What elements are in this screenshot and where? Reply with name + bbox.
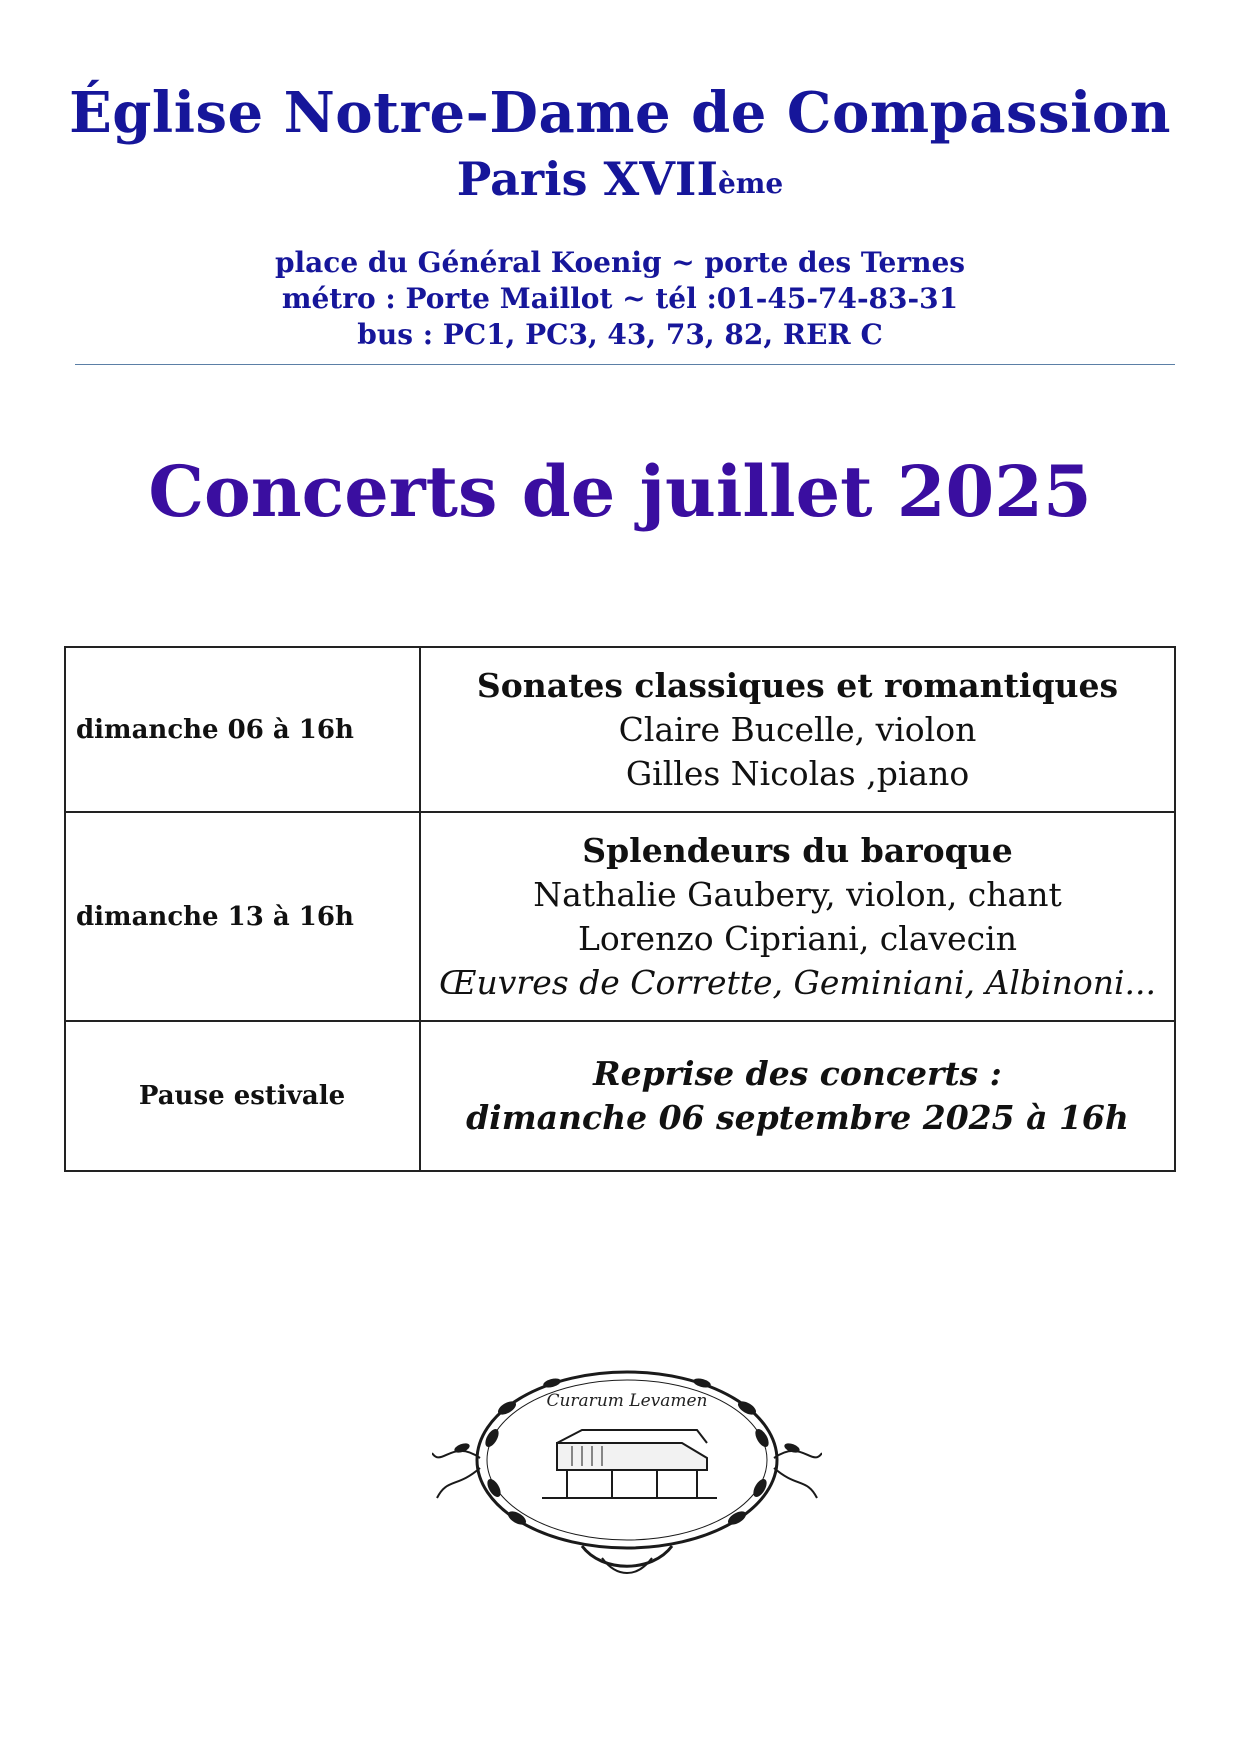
performer: Nathalie Gaubery, violon, chant xyxy=(533,874,1062,914)
concert-title: Splendeurs du baroque xyxy=(582,830,1013,870)
pause-label: Pause estivale xyxy=(65,1021,420,1171)
table-row xyxy=(65,812,1175,1021)
resume-date: dimanche 06 septembre 2025 à 16h xyxy=(466,1098,1129,1137)
table-row xyxy=(65,647,1175,812)
concert-title: Sonates classiques et romantiques xyxy=(476,665,1119,705)
page-title: Concerts de juillet 2025 xyxy=(148,450,1092,533)
district-suffix: ème xyxy=(717,167,784,200)
harpsichord-emblem xyxy=(432,1348,822,1578)
concert-details xyxy=(420,812,1175,1021)
emblem-motto: Curarum Levamen xyxy=(546,1391,708,1411)
concert-date: dimanche 06 à 16h xyxy=(65,647,420,812)
concert-program-table xyxy=(64,646,1176,1172)
church-name: Église Notre-Dame de Compassion xyxy=(69,80,1171,146)
district-name: Paris XVII xyxy=(456,152,718,206)
address-block xyxy=(0,245,1240,353)
district xyxy=(0,150,1240,215)
header-divider xyxy=(75,364,1175,365)
table-row xyxy=(65,1021,1175,1171)
resume-details xyxy=(420,1021,1175,1171)
works-list: Œuvres de Corrette, Geminiani, Albinoni... xyxy=(439,962,1156,1002)
performer: Claire Bucelle, violon xyxy=(618,709,977,749)
address-line: place du Général Koenig ~ porte des Ternes xyxy=(274,246,966,279)
bus-line: bus : PC1, PC3, 43, 73, 82, RER C xyxy=(357,318,883,351)
performer: Lorenzo Cipriani, clavecin xyxy=(578,918,1017,958)
resume-heading: Reprise des concerts : xyxy=(593,1054,1002,1093)
metro-phone-line: métro : Porte Maillot ~ tél :01-45-74-83-31 xyxy=(281,282,959,315)
concert-date: dimanche 13 à 16h xyxy=(65,812,420,1021)
performer: Gilles Nicolas ,piano xyxy=(625,753,970,793)
church-header xyxy=(0,80,1240,353)
concert-details xyxy=(420,647,1175,812)
